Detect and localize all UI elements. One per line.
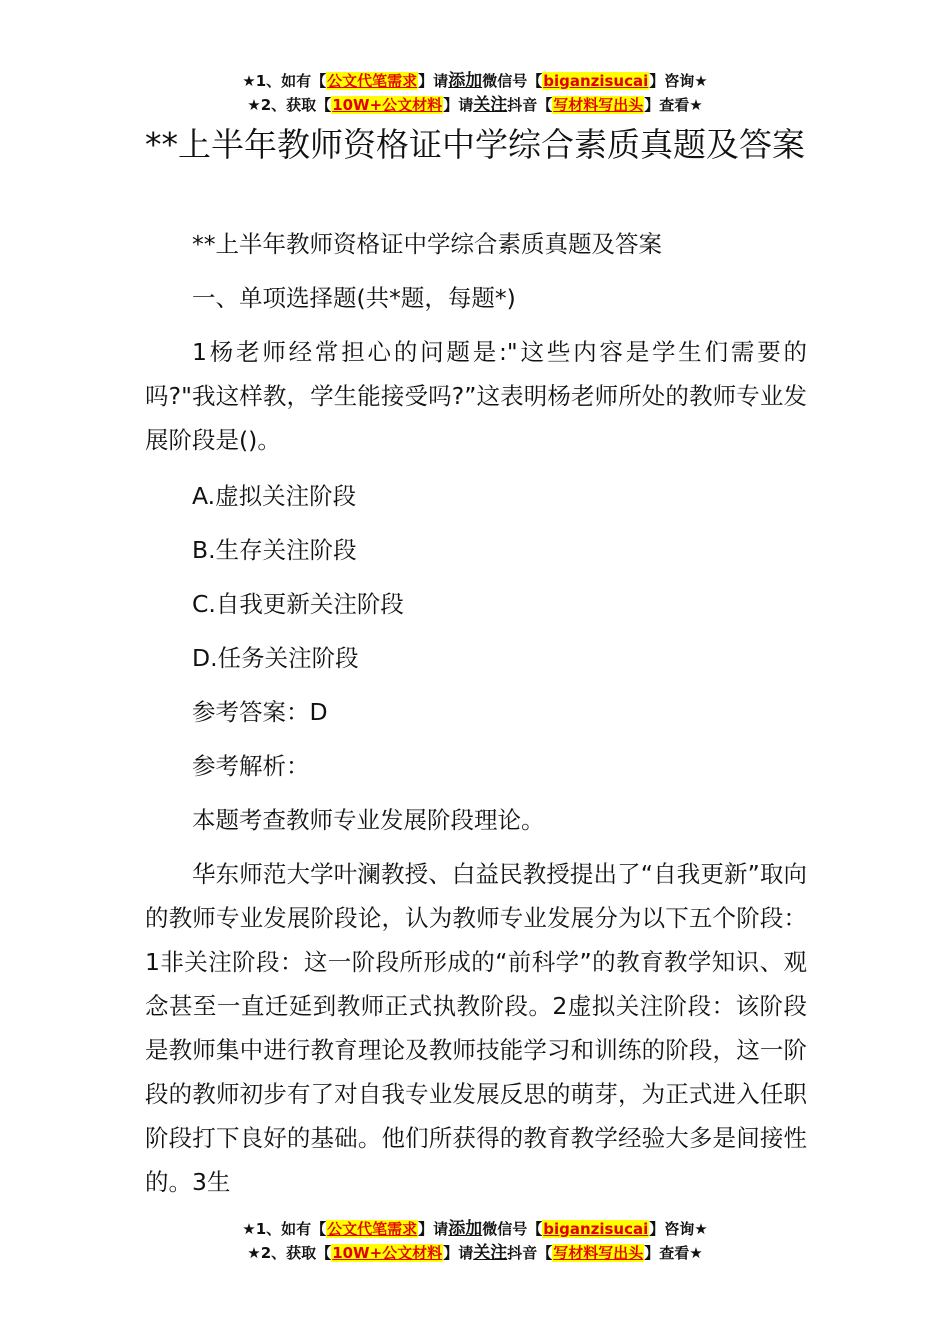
analysis-label: 参考解析： xyxy=(192,752,310,780)
option-c: C.自我更新关注阶段 xyxy=(192,590,404,618)
reference-answer: 参考答案：D xyxy=(192,698,328,726)
wechat-id-highlight: biganzisucai xyxy=(543,1220,649,1238)
analysis-detail: 华东师范大学叶澜教授、白益民教授提出了“自我更新”取向的教师专业发展阶段论，认为教师专业发展分为以下五个阶段：1非关注阶段：这一阶段所形成的“前科学”的教育教学知识、观念甚至一直迁延到教师正式执教阶段。2虚拟关注阶段：该阶段是教师集中进行教育理论及教师技能学习和训练的阶段，这一阶段的教师初步有了对自我专业发展反思的萌芽，为正式进入任职阶段打下良好的基础。他们所获得的教育教学经验大多是间接性的。3生 xyxy=(145,860,807,1196)
header-banner xyxy=(0,69,950,117)
banner-line-2: ★2、获取【10W+公文材料】请关注抖音【写材料写出头】查看★ xyxy=(247,1243,703,1263)
wechat-id-highlight: biganzisucai xyxy=(543,72,649,90)
analysis-intro: 本题考查教师专业发展阶段理论。 xyxy=(192,806,545,834)
douyin-id-highlight: 写材料写出头 xyxy=(553,1244,644,1262)
banner-line-2: ★2、获取【10W+公文材料】请关注抖音【写材料写出头】查看★ xyxy=(247,95,703,115)
subtitle-paragraph: **上半年教师资格证中学综合素质真题及答案 xyxy=(192,230,662,258)
option-d: D.任务关注阶段 xyxy=(192,644,359,672)
materials-highlight: 10W+公文材料 xyxy=(332,1244,443,1262)
materials-highlight: 10W+公文材料 xyxy=(332,96,443,114)
banner-line-1: ★1、如有【公文代笔需求】请添加微信号【biganzisucai】咨询★ xyxy=(242,1219,708,1239)
banner-line-1: ★1、如有【公文代笔需求】请添加微信号【biganzisucai】咨询★ xyxy=(242,71,708,91)
footer-banner xyxy=(0,1217,950,1265)
option-a: A.虚拟关注阶段 xyxy=(192,482,357,510)
douyin-id-highlight: 写材料写出头 xyxy=(553,96,644,114)
question-stem: 1杨老师经常担心的问题是:"这些内容是学生们需要的吗?"我这样教，学生能接受吗?”这表明杨老师所处的教师专业发展阶段是()。 xyxy=(145,338,807,454)
document-title: **上半年教师资格证中学综合素质真题及答案 xyxy=(145,125,805,164)
section-heading: 一、单项选择题(共*题，每题*) xyxy=(192,284,516,312)
service-highlight: 公文代笔需求 xyxy=(327,1220,418,1238)
document-body xyxy=(145,222,807,1216)
option-b: B.生存关注阶段 xyxy=(192,536,357,564)
service-highlight: 公文代笔需求 xyxy=(327,72,418,90)
